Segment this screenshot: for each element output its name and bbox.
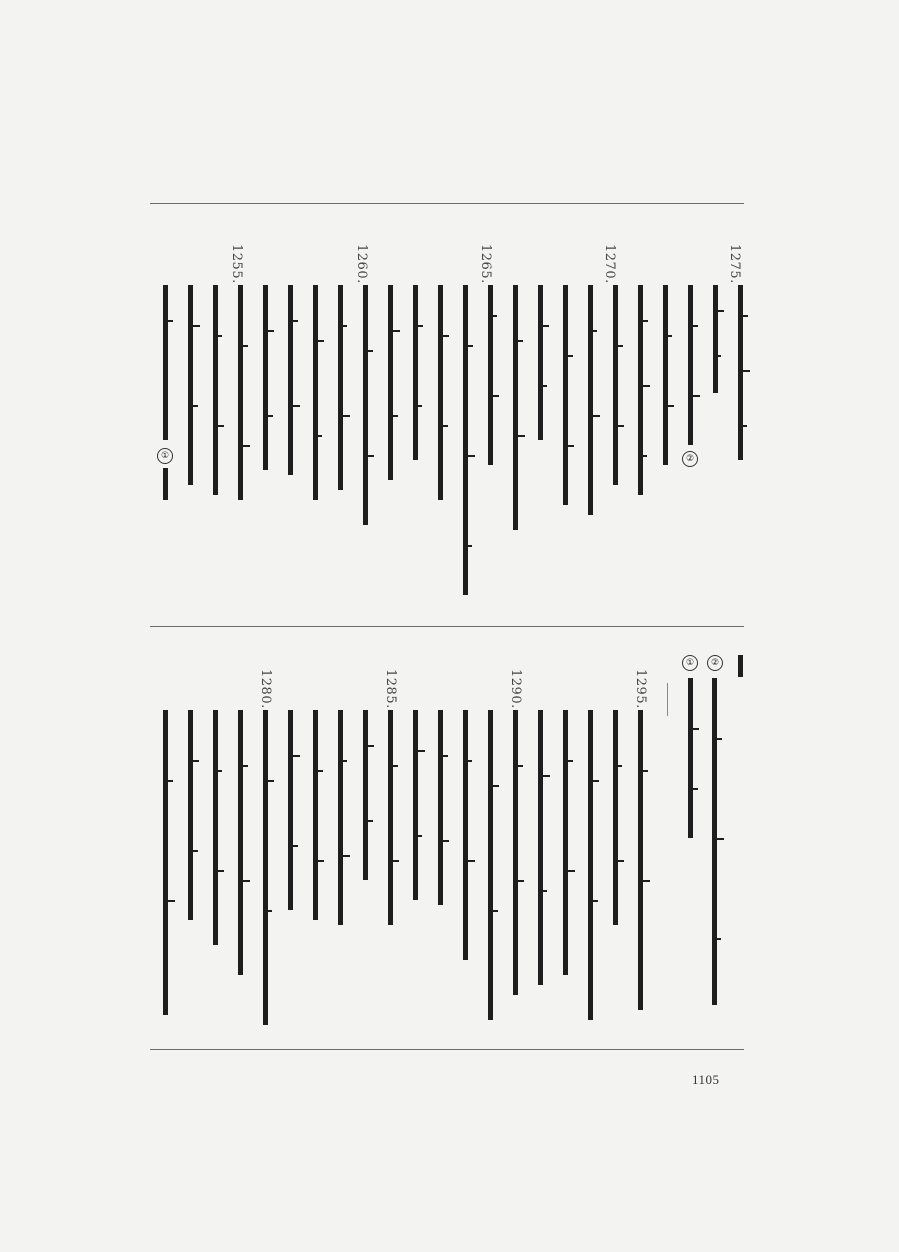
mongolian-text-column [163, 468, 184, 500]
mongolian-text-column [188, 285, 209, 485]
mongolian-text-column [663, 285, 684, 465]
footnote-marker-1: ① [157, 448, 173, 464]
footnote-text [688, 678, 709, 838]
mongolian-text-column [738, 655, 759, 677]
mongolian-text-column [313, 710, 334, 920]
mongolian-text-column [413, 285, 434, 460]
mongolian-text-column [263, 285, 284, 470]
mongolian-text-column [238, 710, 259, 975]
line-number-1285: 1285. [383, 669, 398, 709]
footnote-separator [667, 683, 668, 716]
mongolian-text-column [388, 285, 409, 480]
mongolian-text-column [588, 710, 609, 1020]
mongolian-text-column [163, 710, 184, 1015]
mongolian-text-column [638, 285, 659, 495]
mongolian-text-column [613, 710, 634, 925]
line-number-1280: 1280. [258, 669, 273, 709]
middle-rule [150, 626, 744, 627]
mongolian-text-column [338, 710, 359, 925]
line-number-1270: 1270. [602, 244, 617, 284]
line-number-1295: 1295. [633, 669, 648, 709]
mongolian-text-column [388, 710, 409, 925]
mongolian-text-column [463, 285, 484, 595]
mongolian-text-column [238, 285, 259, 500]
line-number-1290: 1290. [508, 669, 523, 709]
mongolian-text-column [213, 285, 234, 495]
mongolian-text-column [513, 285, 534, 530]
footnote-text [712, 678, 733, 1005]
line-number-1265: 1265. [478, 244, 493, 284]
mongolian-text-column [538, 710, 559, 985]
mongolian-text-column [188, 710, 209, 920]
bottom-rule [150, 1049, 744, 1050]
mongolian-text-column [438, 710, 459, 905]
mongolian-text-column [363, 285, 384, 525]
mongolian-text-column [313, 285, 334, 500]
mongolian-text-column [588, 285, 609, 515]
mongolian-text-column [338, 285, 359, 490]
footnote-marker-2: ② [707, 655, 723, 671]
mongolian-text-column [288, 285, 309, 475]
mongolian-text-column [413, 710, 434, 900]
mongolian-text-column [488, 710, 509, 1020]
mongolian-text-column [563, 285, 584, 505]
footnote-marker-1: ① [682, 655, 698, 671]
line-number-1275: 1275. [727, 244, 742, 284]
mongolian-text-column [363, 710, 384, 880]
mongolian-text-column [438, 285, 459, 500]
mongolian-text-column [263, 710, 284, 1025]
mongolian-text-column [538, 285, 559, 440]
top-rule [150, 203, 744, 204]
mongolian-text-column [688, 285, 709, 445]
mongolian-text-column [463, 710, 484, 960]
mongolian-text-column [513, 710, 534, 995]
line-number-1255: 1255. [229, 244, 244, 284]
mongolian-text-column [713, 285, 734, 393]
footnote-marker-2: ② [682, 451, 698, 467]
mongolian-text-column [738, 285, 759, 460]
mongolian-text-column [563, 710, 584, 975]
line-number-1260: 1260. [354, 244, 369, 284]
mongolian-text-column [213, 710, 234, 945]
page-number: 1105 [692, 1072, 720, 1087]
mongolian-text-column [638, 710, 659, 1010]
mongolian-text-column [613, 285, 634, 485]
mongolian-text-column [488, 285, 509, 465]
mongolian-text-column [288, 710, 309, 910]
mongolian-text-column [163, 285, 184, 440]
